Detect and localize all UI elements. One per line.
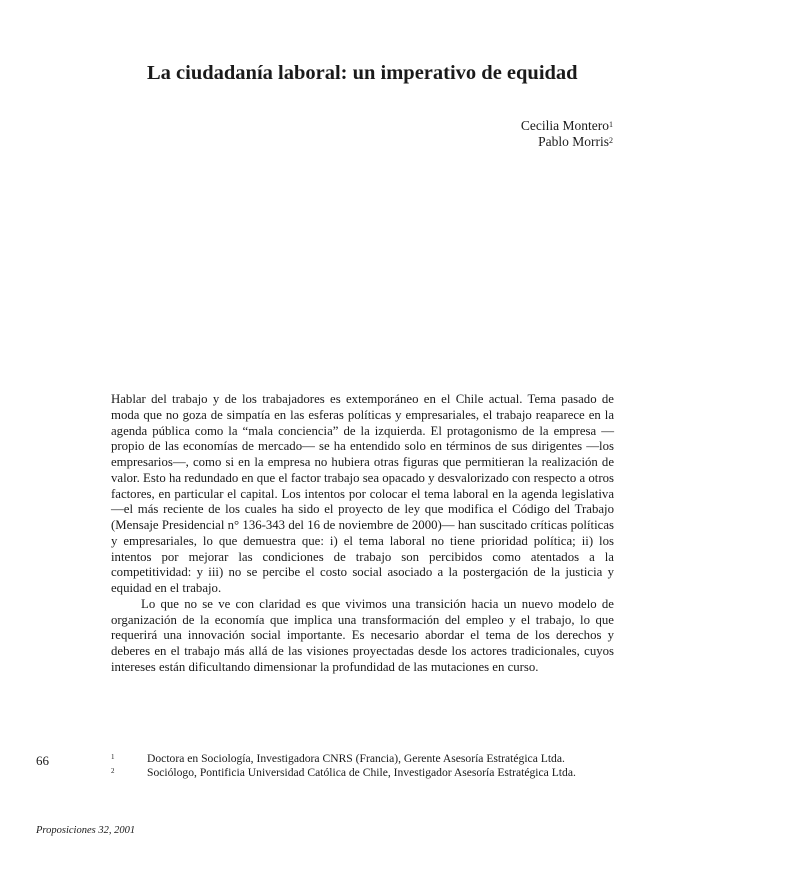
footnote: [111, 752, 614, 766]
author-2: [521, 134, 613, 150]
paragraph: Lo que no se ve con claridad es que vivimos una transición hacia un nuevo modelo de organización de la economía que implica una transformación del empleo y el trabajo, lo que requerirá una innovación social importante. Es necesario abordar el tema de los derechos y deberes en el trabajo más allá de las visiones proyectadas desde los actores tradicionales, cuyos intereses están dificultando dimensionar la profundidad de las mutaciones en curso.: [111, 596, 614, 674]
article-body: [111, 392, 614, 676]
footnote-text: Sociólogo, Pontificia Universidad Católica de Chile, Investigador Asesoría Estratégica Ltda.: [147, 765, 576, 779]
paragraph: Hablar del trabajo y de los trabajadores es extemporáneo en el Chile actual. Tema pasado de moda que no goza de simpatía en las esferas políticas y empresariales, el trabajo reaparece en la agenda pública como la “mala conciencia” de la izquierda. El protagonismo de la empresa —propio de las economías de mercado— se ha entendido solo en términos de sus dirigentes —los empresarios—, como si en la empresa no hubiera otras figuras que permitieran la realización de valor. Esto ha redundado en que el factor trabajo sea opacado y desvalorizado con respecto a otros factores, en particular el capital. Los intentos por colocar el tema laboral en la agenda legislativa —el más reciente de los cuales ha sido el proyecto de ley que modifica el Código del Trabajo (Mensaje Presidencial n° 136-343 del 16 de noviembre de 2000)— han suscitado críticas políticas y empresariales, lo que demuestra que: i) el tema laboral no tiene prioridad política; ii) los intentos por mejorar las condiciones de trabajo son percibidos como atentados a la competitividad: y iii) no se percibe el costo social asociado a la postergación de la justicia y equidad en el trabajo.: [111, 392, 614, 595]
footnote-ref[interactable]: 1: [609, 120, 613, 129]
author-name: Pablo Morris: [538, 134, 609, 149]
article-title: La ciudadanía laboral: un imperativo de equidad: [147, 62, 578, 84]
author-1: [521, 118, 613, 134]
footnotes: [111, 752, 614, 779]
footnote: [111, 766, 614, 780]
footnote-ref[interactable]: 2: [609, 136, 613, 145]
footnote-mark: 1: [111, 753, 115, 761]
footnote-mark: 2: [111, 766, 115, 775]
author-name: Cecilia Montero: [520, 118, 609, 133]
page-number: 66: [36, 753, 49, 768]
author-list: [521, 118, 613, 150]
footnote-text: Doctora en Sociología, Investigadora CNRS (Francia), Gerente Asesoría Estratégica Ltda.: [147, 752, 565, 765]
journal-citation: Proposiciones 32, 2001: [36, 825, 136, 836]
